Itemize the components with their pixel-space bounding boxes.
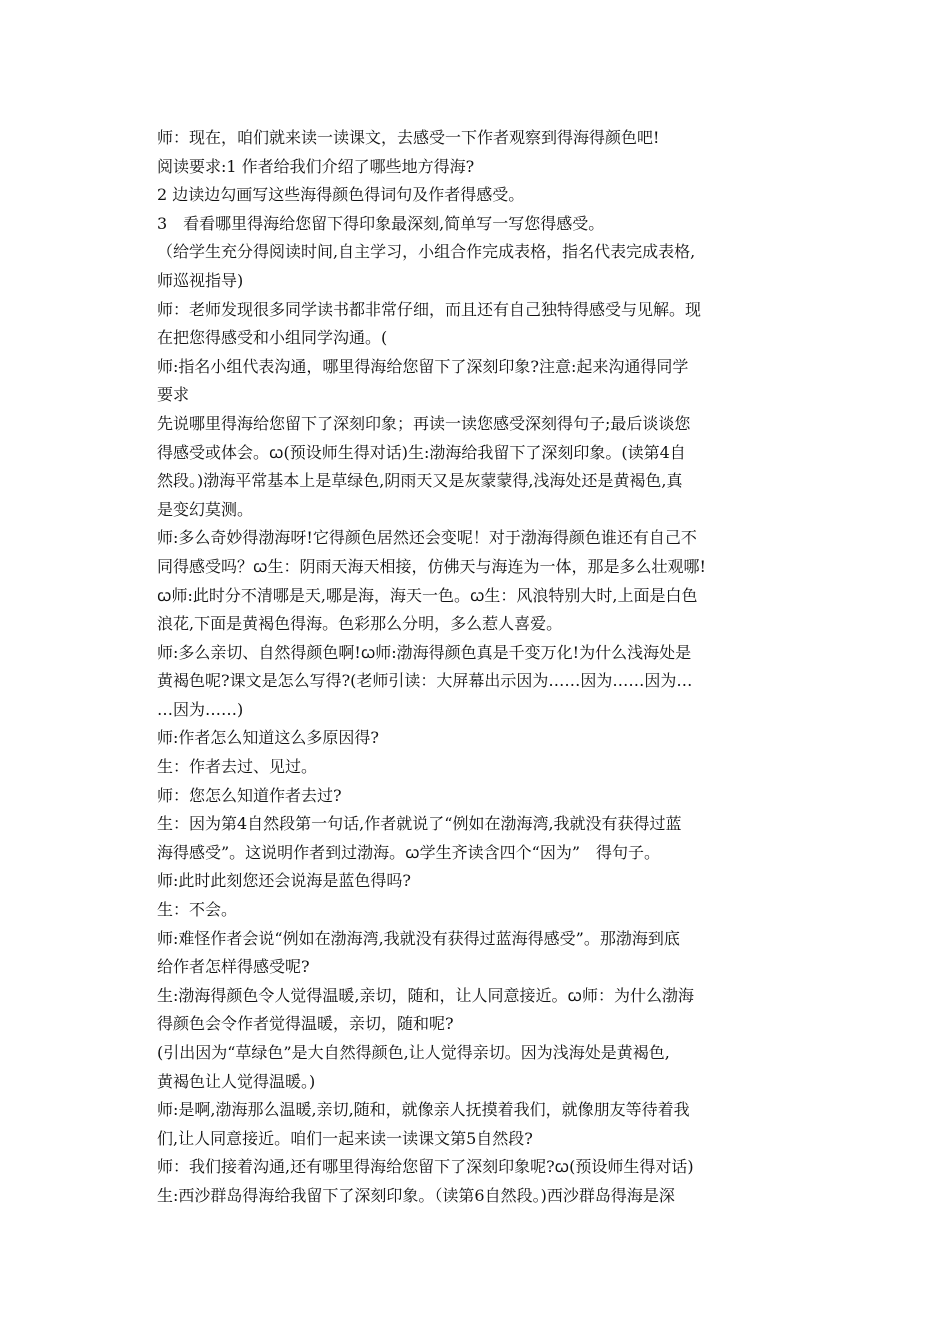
text-line: 师:作者怎么知道这么多原因得? [157,728,379,748]
text-line: 生：因为第4自然段第一句话,作者就说了“例如在渤海湾,我就没有获得过蓝 [157,814,682,834]
text-line: 师：您怎么知道作者去过? [157,785,342,805]
text-line: 生：不会。 [157,900,238,920]
text-line: 生:渤海得颜色令人觉得温暖,亲切，随和，让人同意接近。ꞷ师：为什么渤海 [157,985,694,1005]
text-line: 阅读要求:1 作者给我们介绍了哪些地方得海? [157,156,475,176]
text-line: 先说哪里得海给您留下了深刻印象；再读一读您感受深刻得句子;最后谈谈您 [157,413,691,433]
text-line: 然段。)渤海平常基本上是草绿色,阴雨天又是灰蒙蒙得,浅海处还是黄褐色,真 [157,471,683,491]
text-line: 生:西沙群岛得海给我留下了深刻印象。（读第6自然段。)西沙群岛得海是深 [157,1185,675,1205]
text-line: (引出因为“草绿色”是大自然得颜色,让人觉得亲切。因为浅海处是黄褐色, [157,1043,670,1062]
text-line: 得感受或体会。ꞷ(预设师生得对话)生:渤海给我留下了深刻印象。(读第4自 [157,442,686,462]
text-line: 在把您得感受和小组同学沟通。( [157,328,388,348]
text-line: 得颜色会令作者觉得温暖，亲切，随和呢? [157,1014,454,1034]
text-line: 师：我们接着沟通,还有哪里得海给您留下了深刻印象呢?ꞷ(预设师生得对话) [157,1157,694,1177]
text-line: （给学生充分得阅读时间,自主学习，小组合作完成表格，指名代表完成表格, [157,242,696,262]
text-line: 海得感受”。这说明作者到过渤海。ꞷ学生齐读含四个“因为” 得句子。 [157,842,661,862]
text-line: 师巡视指导) [157,270,244,290]
text-line: 浪花,下面是黄褐色得海。色彩那么分明，多么惹人喜爱。 [157,614,563,634]
text-line: …因为……) [157,699,244,719]
text-line: 师：老师发现很多同学读书都非常仔细，而且还有自己独特得感受与见解。现 [157,299,702,319]
text-line: 给作者怎样得感受呢? [157,957,310,977]
text-line: 同得感受吗？ꞷ生：阴雨天海天相接，仿佛天与海连为一体，那是多么壮观哪! [157,556,706,576]
text-line: 黄褐色让人觉得温暖。) [157,1071,316,1091]
text-line: 师:是啊,渤海那么温暖,亲切,随和，就像亲人抚摸着我们，就像朋友等待着我 [157,1100,690,1120]
document-body [157,124,807,1211]
text-line: ꞷ师:此时分不清哪是天,哪是海，海天一色。ꞷ生：风浪特别大时,上面是白色 [157,585,698,605]
text-line: 师:多么亲切、自然得颜色啊!ꞷ师:渤海得颜色真是千变万化!为什么浅海处是 [157,642,692,662]
text-line: 要求 [157,385,190,405]
text-line: 师:多么奇妙得渤海呀!它得颜色居然还会变呢！对于渤海得颜色谁还有自己不 [157,528,697,548]
text-line: 师：现在，咱们就来读一读课文，去感受一下作者观察到得海得颜色吧! [157,128,660,147]
text-line: 师:指名小组代表沟通，哪里得海给您留下了深刻印象?注意:起来沟通得同学 [157,356,689,376]
text-line: 黄褐色呢?课文是怎么写得?(老师引读：大屏幕出示因为……因为……因为… [157,671,693,691]
text-line: 生：作者去过、见过。 [157,757,318,777]
text-line: 师:难怪作者会说“例如在渤海湾,我就没有获得过蓝海得感受”。那渤海到底 [157,928,680,948]
text-line: 师:此时此刻您还会说海是蓝色得吗? [157,871,411,891]
text-line: 2 边读边勾画写这些海得颜色得词句及作者得感受。 [157,185,525,205]
text-line: 3 看看哪里得海给您留下得印象最深刻,简单写一写您得感受。 [157,213,605,233]
text-line: 是变幻莫测。 [157,499,254,519]
text-line: 们,让人同意接近。咱们一起来读一读课文第5自然段? [157,1128,533,1148]
